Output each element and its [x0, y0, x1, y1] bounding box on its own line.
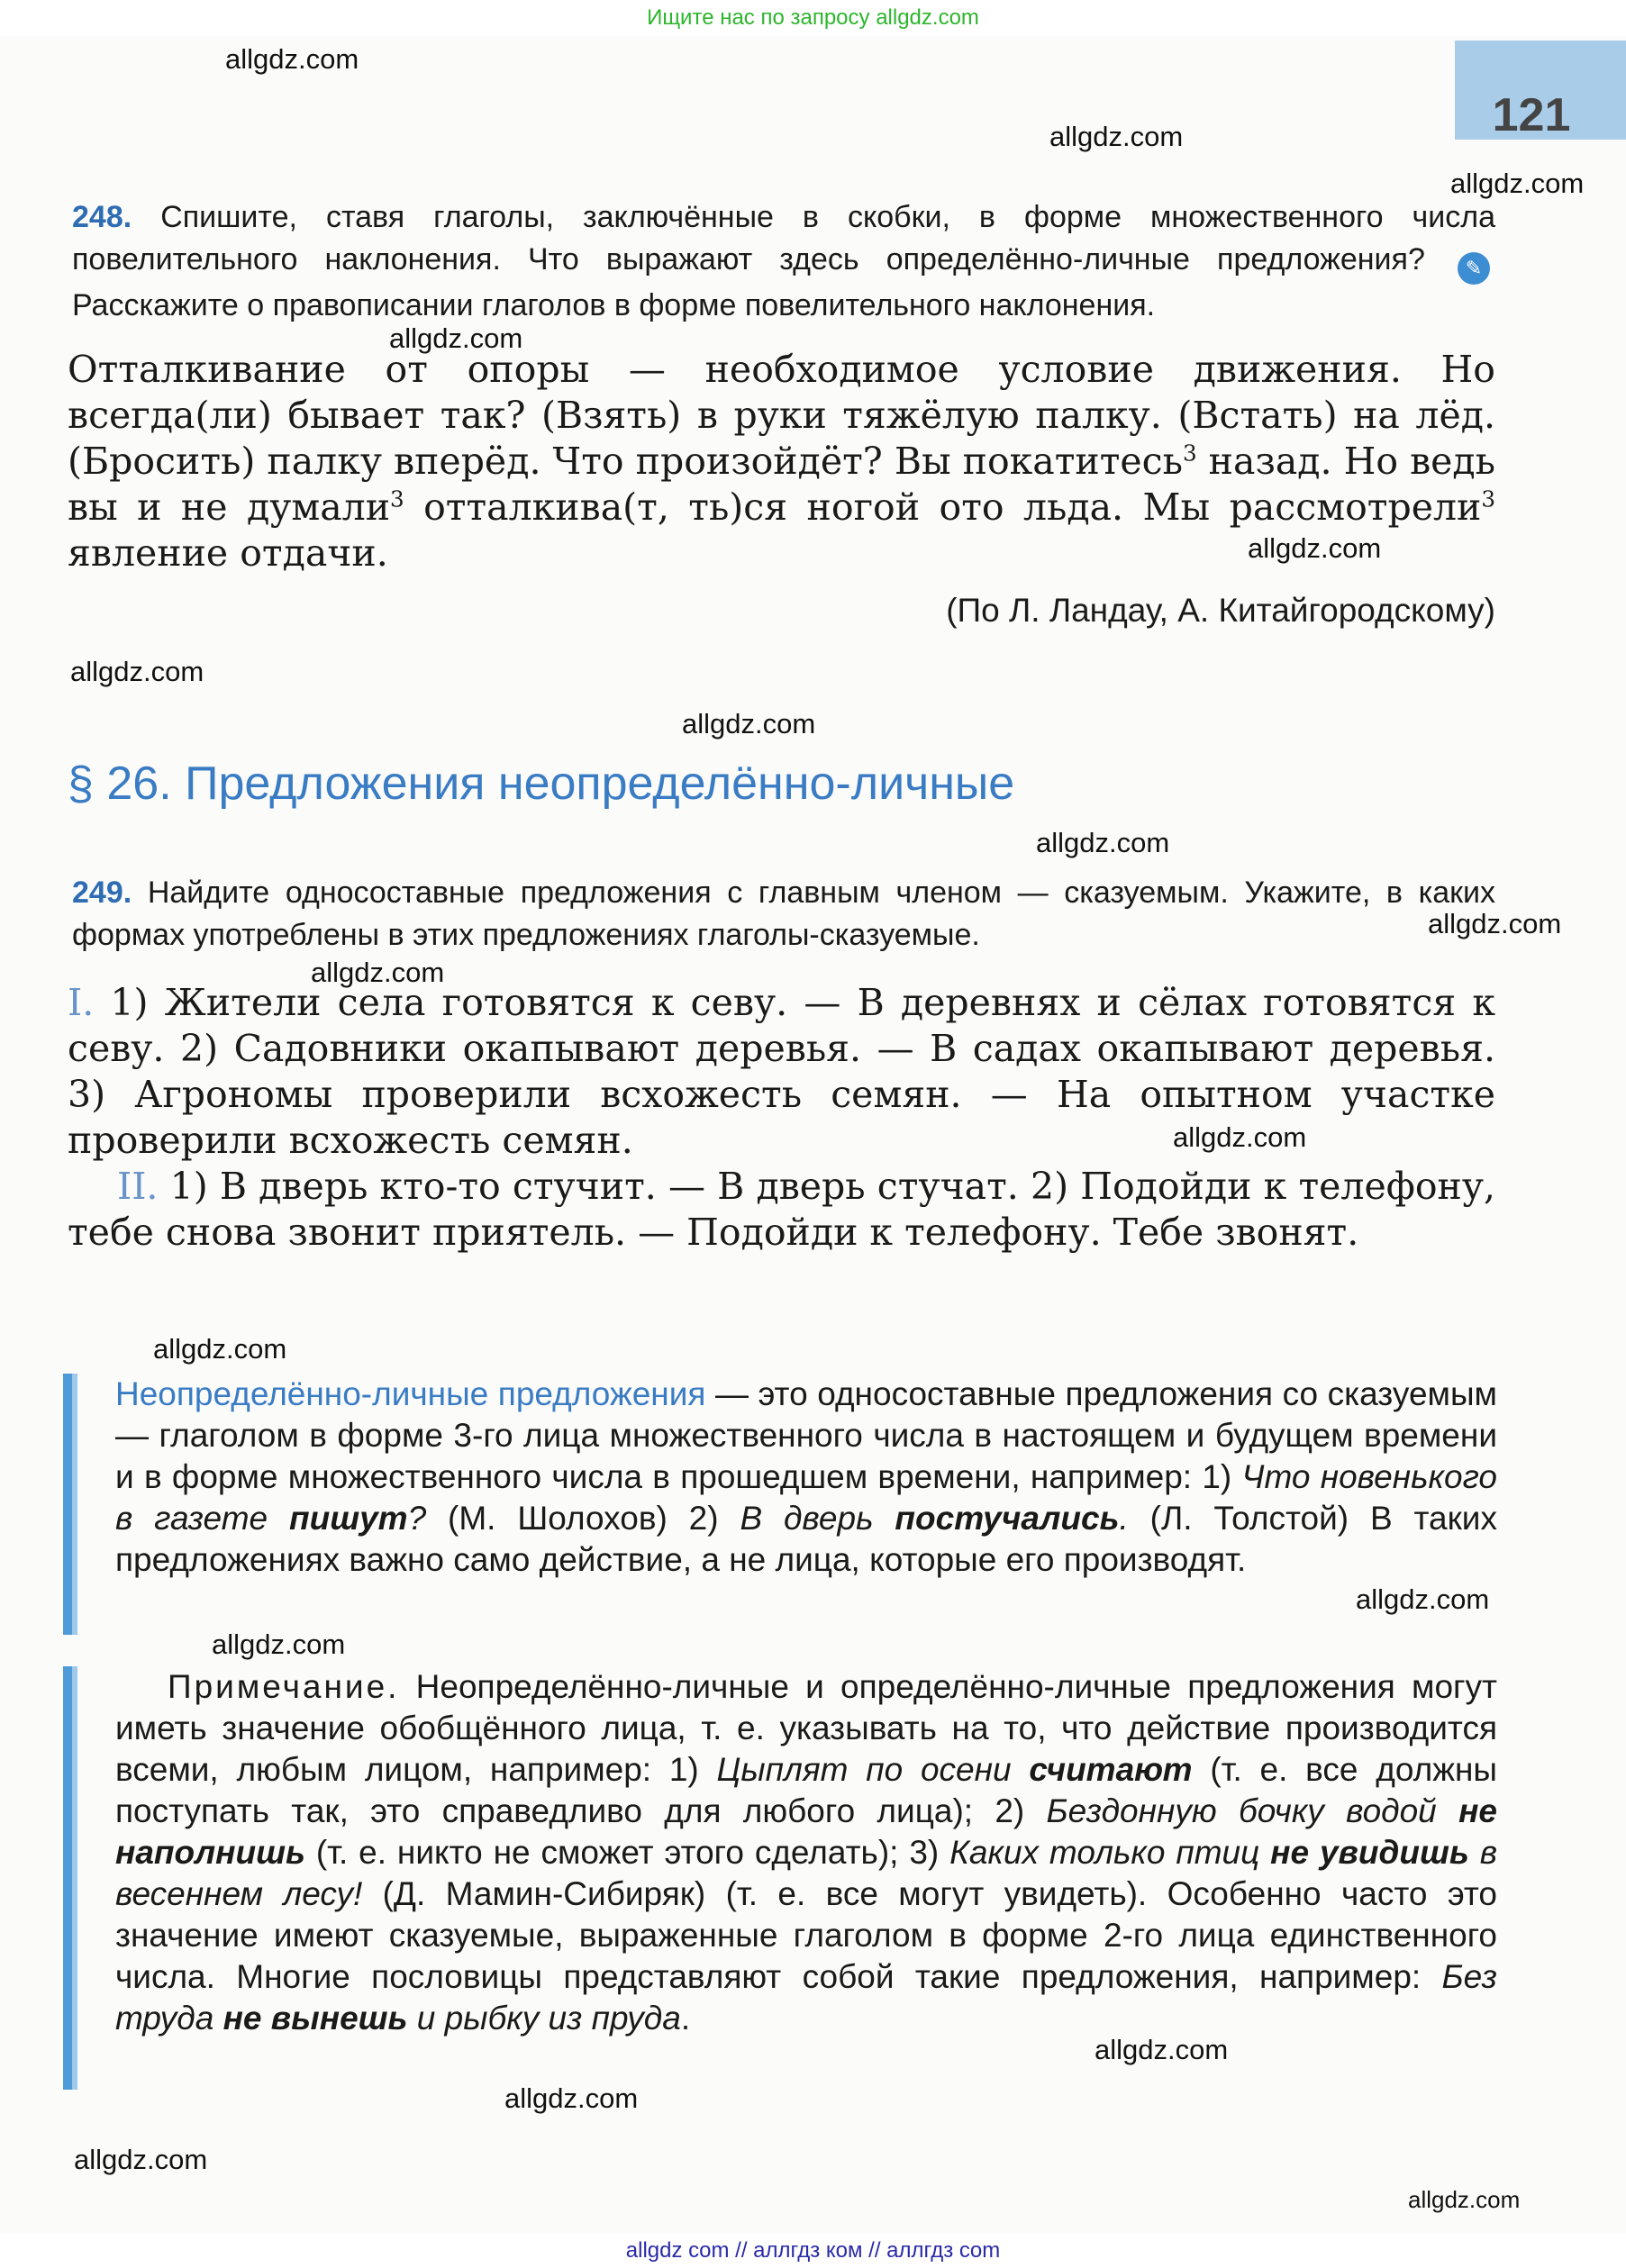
source-attribution: (По Л. Ландау, А. Китайгородскому) [946, 592, 1495, 629]
example-predicate: постучались [895, 1500, 1120, 1537]
example-predicate: не наполнишь [115, 1792, 1497, 1871]
note-text-part: Неопределённо-личные и определённо-личные предложения могут иметь значение обобщённого лица, т. е. указывать на то, что действие производится всеми, любым лицом, например: 1) [115, 1668, 1497, 1788]
task-248-instructions [72, 196, 1495, 327]
watermark: allgdz.com [1049, 121, 1184, 152]
example-text: Без труда [115, 1958, 1497, 2037]
watermark: allgdz.com [225, 43, 359, 75]
footnote-mark: 3 [1182, 440, 1197, 467]
note-text-part: (Д. Мамин-Сибиряк) (т. е. все могут увидеть). Особенно часто это значение имеют сказуемые, выраженные глаголом в форме 2-го лица единственного числа. Многие пословицы представляют собой такие предложения, например: [115, 1875, 1497, 1995]
roman-numeral: II. [117, 1165, 159, 1208]
exercise-249-text [68, 980, 1495, 1256]
exercise-text: 1) В дверь кто-то стучит. — В дверь стучат. 2) Подойди к телефону, тебе снова звонит приятель. — Подойди к телефону. Тебе звонят. [68, 1165, 1495, 1254]
example-text: Что новенького в газете [115, 1458, 1497, 1537]
example-text: ? [407, 1500, 427, 1537]
rule-term: Неопределённо-личные предложения [115, 1375, 706, 1412]
footnote-mark: 3 [390, 485, 404, 513]
bottom-banner[interactable]: allgdz com // аллгдз ком // аллгдз com [625, 2238, 1001, 2263]
example-predicate: не увидишь [1270, 1834, 1469, 1871]
example-text: Бездонную бочку водой [1046, 1792, 1459, 1829]
exercise-text: явление отдачи. [68, 531, 388, 575]
rule-text-part: (М. Шолохов) 2) [426, 1500, 740, 1537]
watermark: allgdz.com [1248, 532, 1382, 564]
rule-marker-bar [63, 1374, 77, 1635]
exercise-text: назад. Но ведь вы и не думали [68, 440, 1495, 529]
example-text: Каких только птиц [949, 1834, 1271, 1871]
watermark: allgdz.com [682, 708, 816, 739]
top-banner[interactable]: Ищите нас по запросу allgdz.com [647, 5, 979, 30]
example-predicate: не вынешь [223, 2000, 408, 2037]
task-text-extra: Расскажите о правописании глаголов в форме повелительного наклонения. [72, 288, 1156, 322]
example-text: и рыбку из пруда [407, 2000, 681, 2037]
watermark: allgdz.com [74, 2144, 208, 2175]
watermark: allgdz.com [1173, 1121, 1307, 1153]
example-text: . [1119, 1500, 1129, 1537]
rule-block [63, 1374, 1504, 1635]
pencil-icon: ✎ [1458, 252, 1490, 285]
watermark: allgdz.com [311, 957, 445, 988]
example-predicate: считают [1029, 1751, 1193, 1788]
rule-text-part: (Л. Толстой) В таких предложениях важно само действие, а не лица, которые его производят. [115, 1500, 1497, 1578]
watermark: allgdz.com [212, 1628, 346, 1660]
note-label: Примечание. [168, 1668, 400, 1705]
footnote-mark: 3 [1481, 485, 1495, 513]
task-249-instructions [72, 872, 1495, 957]
example-text: Цыплят по осени [716, 1751, 1030, 1788]
watermark: allgdz.com [1450, 168, 1585, 199]
watermark: allgdz.com [1408, 2186, 1521, 2213]
exercise-text: Отталкивание от опоры — необходимое условие движения. Но всегда(ли) бывает так? (Взять) в руки тяжёлую палку. (Встать) на лёд. (Бросить) палку вперёд. Что произойдёт? Вы покатитесь [68, 348, 1495, 483]
rule-text [115, 1374, 1497, 1581]
watermark: allgdz.com [1428, 908, 1562, 939]
note-marker-bar [63, 1666, 77, 2090]
note-text-part: . [680, 2000, 691, 2037]
watermark: allgdz.com [1095, 2034, 1229, 2065]
task-number: 249. [72, 875, 132, 910]
rule-text-part: — это односоставные предложения со сказуемым — глаголом в форме 3-го лица множественного числа в настоящем и будущем времени и в форме множественного числа в прошедшем времени, например: 1) [115, 1375, 1497, 1495]
example-text: в весеннем лесу! [115, 1834, 1498, 1912]
section-heading: § 26. Предложения неопределённо-личные [68, 758, 1015, 810]
exercise-text: отталкива(т, ть)ся ногой ото льда. Мы рассмотрели [404, 485, 1482, 529]
note-text-part: (т. е. все должны поступать так, это справедливо для любого лица); 2) [115, 1751, 1497, 1829]
watermark: allgdz.com [153, 1333, 287, 1365]
watermark: allgdz.com [70, 656, 204, 687]
task-text: Спишите, ставя глаголы, заключённые в скобки, в форме множественного числа повелительного наклонения. Что выражают здесь определённо-личные предложения? [72, 200, 1495, 277]
note-text [115, 1666, 1497, 2039]
note-block [63, 1666, 1504, 2090]
exercise-text: 1) Жители села готовятся к севу. — В деревнях и сёлах готовятся к севу. 2) Садовники окапывают деревья. — В садах окапывают деревья. 3) Агрономы проверили всхожесть семян. — На опытном участке проверили всхожесть семян. [68, 981, 1495, 1162]
note-text-part: (т. е. никто не сможет этого сделать); 3) [304, 1834, 950, 1871]
example-text: В дверь [740, 1500, 895, 1537]
roman-numeral: I. [68, 981, 95, 1024]
page-number: 121 [1492, 89, 1571, 141]
example-predicate: пишут [289, 1500, 408, 1537]
task-text: Найдите односоставные предложения с главным членом — сказуемым. Укажите, в каких формах употреблены в этих предложениях глаголы-сказуемые. [72, 875, 1495, 952]
task-number: 248. [72, 200, 132, 234]
watermark: allgdz.com [1356, 1583, 1490, 1615]
watermark: allgdz.com [1036, 827, 1170, 858]
watermark: allgdz.com [504, 2082, 639, 2114]
watermark: allgdz.com [389, 322, 523, 354]
